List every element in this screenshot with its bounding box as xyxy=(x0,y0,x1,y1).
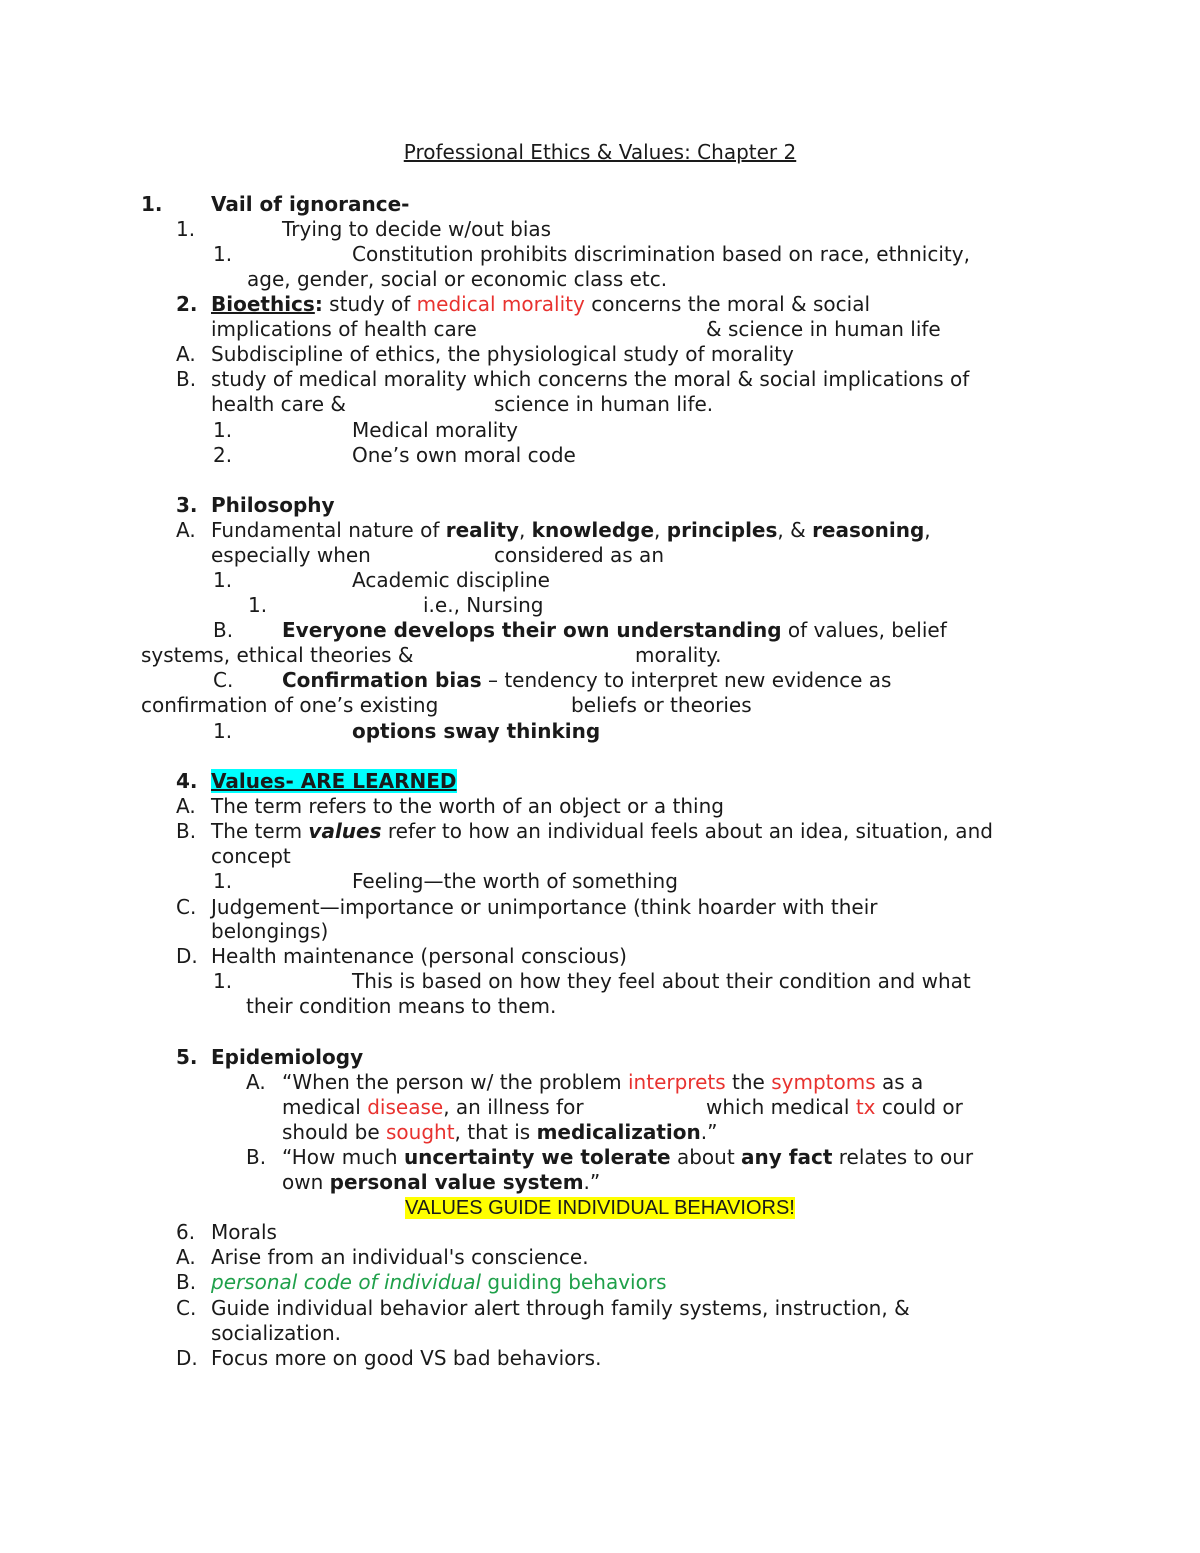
bold-term: Everyone develops their own understanding xyxy=(282,618,782,642)
list-number: 1. xyxy=(213,418,233,442)
text-run: as a xyxy=(875,1070,924,1094)
list-item: Medical morality xyxy=(352,418,518,442)
text-run: Fundamental nature of xyxy=(211,518,446,542)
list-item-continuation xyxy=(282,1095,584,1120)
list-item: Academic discipline xyxy=(352,568,550,592)
list-item-continuation xyxy=(706,1095,963,1120)
section-2-heading: Bioethics xyxy=(211,292,315,316)
list-letter: C. xyxy=(213,668,234,692)
highlighted-term: medical morality xyxy=(416,292,585,316)
list-item xyxy=(211,1270,666,1295)
list-item: Subdiscipline of ethics, the physiological study of morality xyxy=(211,342,794,366)
bold-term: Confirmation bias xyxy=(282,668,482,692)
section-1-heading: Vail of ignorance- xyxy=(211,192,410,216)
list-letter: A. xyxy=(176,1245,196,1269)
highlighted-term: symptoms xyxy=(771,1070,876,1094)
list-item-continuation: systems, ethical theories & xyxy=(141,643,414,667)
section-2-number: 2. xyxy=(176,292,198,316)
list-item-continuation: health care & xyxy=(211,392,346,416)
list-item: Judgement—importance or unimportance (think hoarder with their xyxy=(211,895,878,919)
list-letter: A. xyxy=(176,794,196,818)
list-letter: B. xyxy=(176,367,197,391)
list-item: Constitution prohibits discrimination based on race, ethnicity, xyxy=(352,242,970,266)
list-item: Trying to decide w/out bias xyxy=(282,217,552,241)
list-item-continuation: morality. xyxy=(635,643,722,667)
heading-colon: : xyxy=(314,292,323,316)
list-letter: A. xyxy=(176,342,196,366)
list-letter: D. xyxy=(176,1346,198,1370)
text-run: the xyxy=(725,1070,772,1094)
list-item-continuation: & science in human life xyxy=(706,317,941,341)
list-item-continuation: confirmation of one’s existing xyxy=(141,693,439,717)
text-run: “How much xyxy=(282,1145,404,1169)
list-letter: A. xyxy=(246,1070,266,1094)
list-item: Feeling—the worth of something xyxy=(352,869,678,893)
list-item: One’s own moral code xyxy=(352,443,576,467)
section-4-heading-wrap xyxy=(211,769,457,794)
bold-term: uncertainty we tolerate xyxy=(403,1145,671,1169)
list-item xyxy=(282,1070,923,1095)
section-1-number: 1. xyxy=(141,192,163,216)
text-run: – tendency to interpret new evidence as xyxy=(481,668,892,692)
list-number: 1. xyxy=(213,568,233,592)
list-number: 1. xyxy=(176,217,196,241)
text-run: guiding behaviors xyxy=(481,1270,667,1294)
text-run: relates to our xyxy=(832,1145,974,1169)
list-item-continuation: considered as an xyxy=(494,543,664,567)
list-item: i.e., Nursing xyxy=(423,593,544,617)
list-letter: C. xyxy=(176,1296,197,1320)
text-run: could or xyxy=(875,1095,963,1119)
bold-term: reality xyxy=(445,518,519,542)
list-item-continuation: belongings) xyxy=(211,919,329,943)
text-run: .” xyxy=(583,1170,601,1194)
text-run: concerns the moral & social xyxy=(584,292,871,316)
list-item-continuation: especially when xyxy=(211,543,371,567)
text-run: of values, belief xyxy=(781,618,947,642)
list-letter: B. xyxy=(176,819,197,843)
list-item: Arise from an individual's conscience. xyxy=(211,1245,589,1269)
list-item-continuation: socialization. xyxy=(211,1321,341,1345)
text-run: .” xyxy=(700,1120,718,1144)
list-letter: D. xyxy=(176,944,198,968)
bold-term: medicalization xyxy=(536,1120,701,1144)
list-item: This is based on how they feel about their condition and what xyxy=(352,969,971,993)
list-number: 2. xyxy=(213,443,233,467)
text-run: refer to how an individual feels about an idea, situation, and xyxy=(381,819,993,843)
list-item-continuation: age, gender, social or economic class etc. xyxy=(247,267,668,291)
values-banner: VALUES GUIDE INDIVIDUAL BEHAVIORS! xyxy=(405,1197,795,1219)
list-item-continuation xyxy=(282,1120,717,1145)
list-item: Guide individual behavior alert through family systems, instruction, & xyxy=(211,1296,910,1320)
text-run: which medical xyxy=(706,1095,856,1119)
list-item: options sway thinking xyxy=(352,719,601,743)
list-item xyxy=(211,819,993,844)
text-run: “When the person w/ the problem xyxy=(282,1070,628,1094)
text-run: , xyxy=(518,518,532,542)
list-item xyxy=(211,518,931,543)
highlighted-term: tx xyxy=(855,1095,876,1119)
section-5-heading: Epidemiology xyxy=(211,1045,364,1069)
list-item: The term refers to the worth of an object or a thing xyxy=(211,794,724,818)
section-3-number: 3. xyxy=(176,493,198,517)
list-letter: B. xyxy=(213,618,234,642)
list-item xyxy=(282,1145,973,1170)
list-number: 1. xyxy=(213,969,233,993)
list-letter: B. xyxy=(176,1270,197,1294)
section-6-number: 6. xyxy=(176,1220,196,1244)
list-letter: C. xyxy=(176,895,197,919)
text-run: study of xyxy=(322,292,417,316)
text-run: , that is xyxy=(454,1120,537,1144)
bold-italic-term: values xyxy=(308,819,382,843)
list-letter: A. xyxy=(176,518,196,542)
section-4-heading: Values- ARE LEARNED xyxy=(211,769,457,793)
highlighted-term: interprets xyxy=(628,1070,726,1094)
bold-term: knowledge xyxy=(531,518,655,542)
list-number: 1. xyxy=(213,719,233,743)
list-item-continuation: their condition means to them. xyxy=(246,994,557,1018)
section-4-number: 4. xyxy=(176,769,198,793)
list-letter: B. xyxy=(246,1145,267,1169)
list-number: 1. xyxy=(248,593,268,617)
list-item-continuation: beliefs or theories xyxy=(571,693,752,717)
list-item: Health maintenance (personal conscious) xyxy=(211,944,627,968)
list-number: 1. xyxy=(213,869,233,893)
section-5-number: 5. xyxy=(176,1045,198,1069)
text-run: own xyxy=(282,1170,330,1194)
text-run: , xyxy=(654,518,667,542)
list-item: study of medical morality which concerns the moral & social implications of xyxy=(211,367,970,391)
highlighted-term: sought xyxy=(385,1120,455,1144)
text-run: medical xyxy=(282,1095,368,1119)
bold-term: personal value system xyxy=(329,1170,584,1194)
section-6-heading: Morals xyxy=(211,1220,277,1244)
text-run: , & xyxy=(777,518,813,542)
list-number: 1. xyxy=(213,242,233,266)
list-item-continuation: concept xyxy=(211,844,291,868)
highlighted-term: disease xyxy=(367,1095,444,1119)
bold-term: any fact xyxy=(741,1145,833,1169)
bold-term: principles xyxy=(666,518,778,542)
italic-term: personal code of individual xyxy=(211,1270,482,1294)
section-3-heading: Philosophy xyxy=(211,493,335,517)
text-run: should be xyxy=(282,1120,386,1144)
page-title: Professional Ethics & Values: Chapter 2 xyxy=(403,140,797,164)
banner-wrap xyxy=(0,1195,1200,1221)
list-item xyxy=(282,668,891,693)
list-item-continuation xyxy=(282,1170,600,1195)
text-run: about xyxy=(670,1145,742,1169)
text-run: The term xyxy=(211,819,309,843)
list-item: Focus more on good VS bad behaviors. xyxy=(211,1346,602,1370)
text-run: , xyxy=(924,518,931,542)
bold-term: reasoning xyxy=(812,518,925,542)
text-run: , an illness for xyxy=(443,1095,584,1119)
list-item-continuation: science in human life. xyxy=(494,392,714,416)
list-item-continuation: implications of health care xyxy=(211,317,477,341)
list-item xyxy=(282,618,947,643)
section-2-line-1 xyxy=(211,292,870,317)
